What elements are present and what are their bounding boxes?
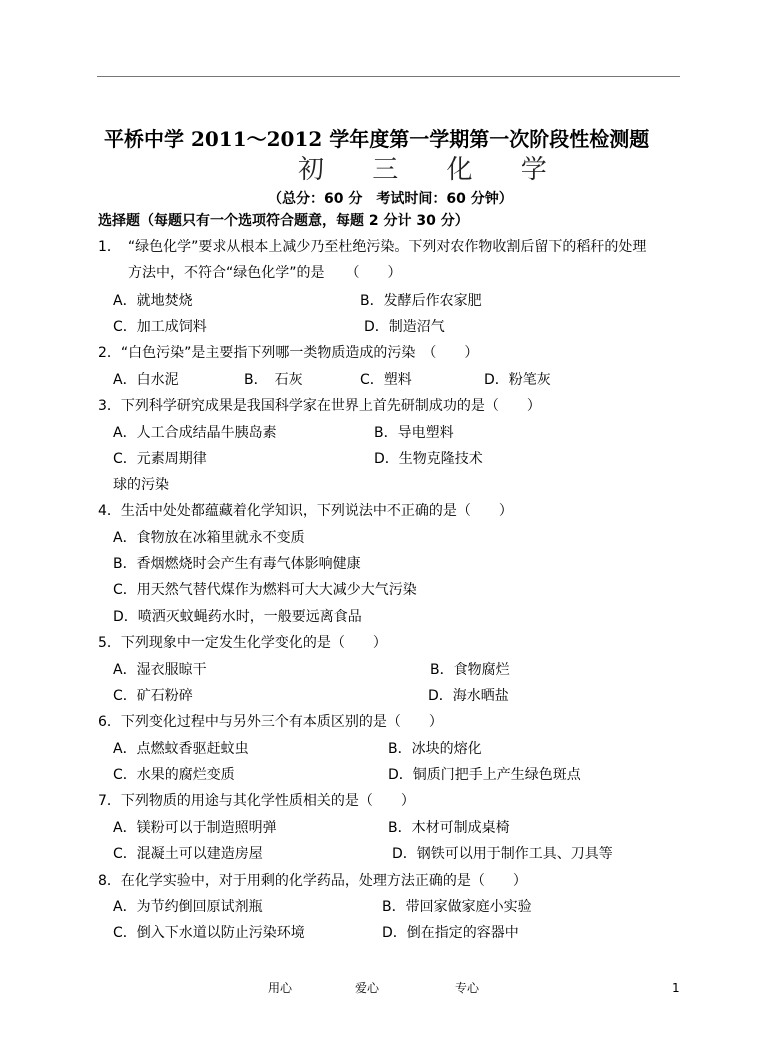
option-c: C．元素周期律	[113, 451, 207, 467]
option-d: D．粉笔灰	[484, 372, 551, 388]
option-d: D．倒在指定的容器中	[382, 925, 519, 941]
option-c: C．混凝土可以建造房屋	[113, 846, 263, 862]
header-rule	[97, 76, 680, 77]
exam-info: （总分：60 分 考试时间：60 分钟）	[268, 191, 513, 207]
option-a: A．为节约倒回原试剂瓶	[113, 899, 263, 915]
option-d: D．制造沼气	[364, 319, 445, 335]
option-a: A．镁粉可以于制造照明弹	[113, 820, 277, 836]
option-b: B．香烟燃烧时会产生有毒气体影响健康	[113, 556, 361, 572]
exam-title: 平桥中学 2011～2012 学年度第一学期第一次阶段性检测题	[104, 127, 650, 151]
page-number: 1	[672, 981, 680, 995]
option-a: A．人工合成结晶牛胰岛素	[113, 425, 277, 441]
option-c: C．用天然气替代煤作为燃料可大大减少大气污染	[113, 582, 417, 598]
option-b: B．冰块的熔化	[388, 741, 482, 757]
option-c: C．矿石粉碎	[113, 688, 193, 704]
stray-text: 球的污染	[113, 477, 169, 493]
question-stem: 1． “绿色化学”要求从根本上减少乃至杜绝污染。下列对农作物收割后留下的稻秆的处理	[98, 239, 647, 255]
option-d: D．铜质门把手上产生绿色斑点	[388, 767, 581, 783]
option-c: C．倒入下水道以防止污染环境	[113, 925, 305, 941]
question-stem: 4．生活中处处都蕴藏着化学知识，下列说法中不正确的是（ ）	[98, 503, 513, 519]
option-b: B． 石灰	[244, 372, 303, 388]
option-d: D．钢铁可以用于制作工具、刀具等	[392, 846, 613, 862]
question-stem: 2．“白色污染”是主要指下列哪一类物质造成的污染 （ ）	[98, 345, 479, 361]
option-a: A．白水泥	[113, 372, 179, 388]
option-a: A．点燃蚊香驱赶蚊虫	[113, 741, 249, 757]
option-b: B．木材可制成桌椅	[388, 820, 510, 836]
option-c: C．塑料	[360, 372, 412, 388]
option-d: D．喷洒灭蚊蝇药水时，一般要远离食品	[113, 609, 362, 625]
option-a: A．食物放在冰箱里就永不变质	[113, 530, 305, 546]
option-c: C．水果的腐烂变质	[113, 767, 235, 783]
section-heading: 选择题（每题只有一个选项符合题意，每题 2 分计 30 分）	[98, 213, 469, 229]
option-a: A．湿衣服晾干	[113, 662, 207, 678]
option-b: B．发酵后作农家肥	[360, 293, 482, 309]
option-b: B．带回家做家庭小实验	[382, 899, 532, 915]
footer-item: 爱心	[355, 981, 380, 995]
option-d: D．生物克隆技术	[374, 451, 483, 467]
question-stem-continued: 方法中，不符合“绿色化学”的是 （ ）	[128, 265, 402, 281]
footer-item: 专心	[455, 981, 480, 995]
exam-subject: 初 三 化 学	[298, 155, 567, 185]
question-stem: 3．下列科学研究成果是我国科学家在世界上首先研制成功的是（ ）	[98, 398, 541, 414]
question-stem: 6．下列变化过程中与另外三个有本质区别的是（ ）	[98, 714, 443, 730]
question-stem: 8．在化学实验中，对于用剩的化学药品，处理方法正确的是（ ）	[98, 873, 527, 889]
question-stem: 7．下列物质的用途与其化学性质相关的是（ ）	[98, 793, 415, 809]
option-a: A．就地焚烧	[113, 293, 193, 309]
option-c: C．加工成饲料	[113, 319, 207, 335]
question-stem: 5．下列现象中一定发生化学变化的是（ ）	[98, 635, 387, 651]
option-b: B．食物腐烂	[430, 662, 510, 678]
option-b: B．导电塑料	[374, 425, 454, 441]
option-d: D．海水晒盐	[428, 688, 509, 704]
footer-item: 用心	[268, 981, 293, 995]
